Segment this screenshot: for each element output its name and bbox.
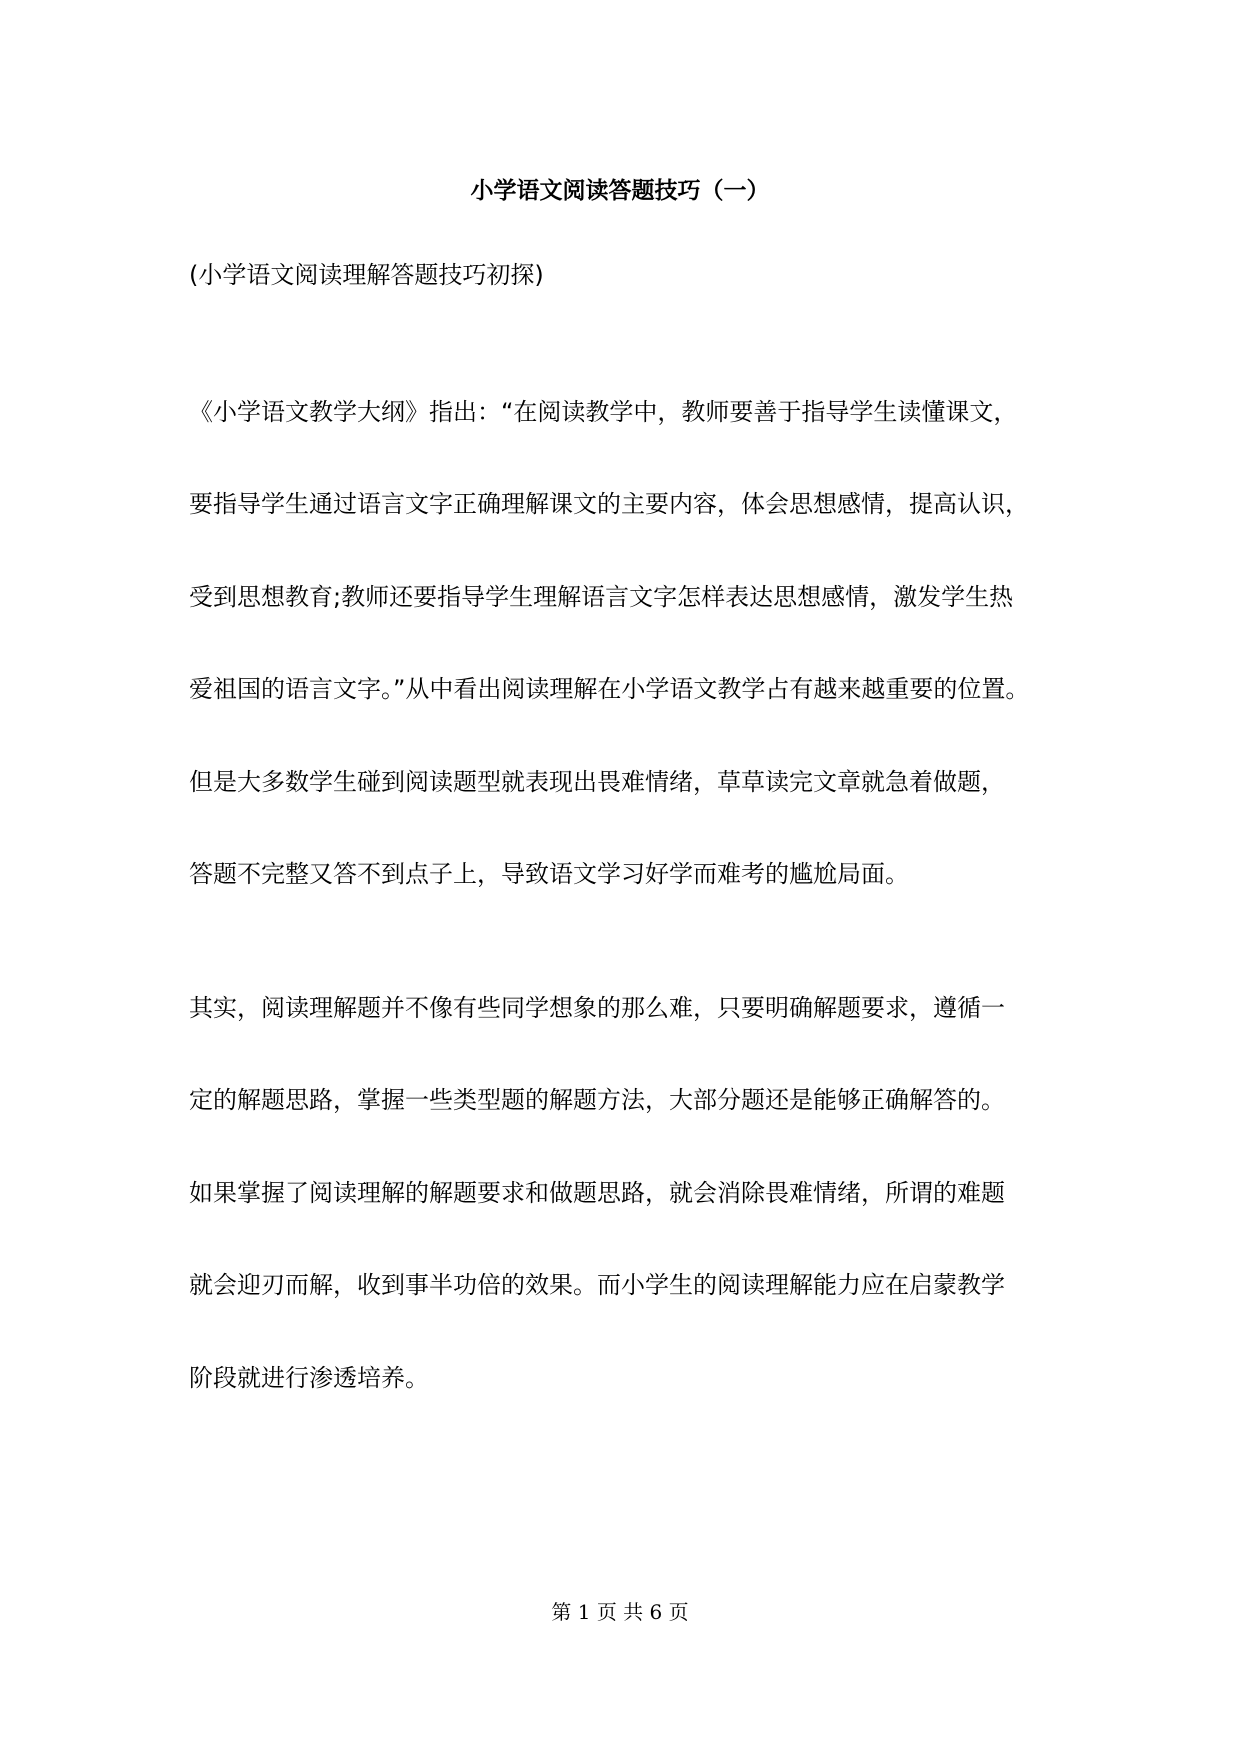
document-subtitle: (小学语文阅读理解答题技巧初探) [189,261,544,289]
paragraph-line: 但是大多数学生碰到阅读题型就表现出畏难情绪，草草读完文章就急着做题， [189,768,1005,796]
paragraph-line: 要指导学生通过语言文字正确理解课文的主要内容，体会思想感情，提高认识， [189,490,1029,518]
paragraph-line: 受到思想教育;教师还要指导学生理解语言文字怎样表达思想感情，激发学生热 [189,583,1014,611]
paragraph-line: 其实，阅读理解题并不像有些同学想象的那么难，只要明确解题要求，遵循一 [189,994,1005,1022]
paragraph-line: 爱祖国的语言文字。”从中看出阅读理解在小学语文教学占有越来越重要的位置。 [189,675,1030,703]
paragraph-line: 答题不完整又答不到点子上，导致语文学习好学而难考的尴尬局面。 [189,860,909,888]
paragraph-line: 定的解题思路，掌握一些类型题的解题方法，大部分题还是能够正确解答的。 [189,1086,1005,1114]
page-footer: 第 1 页 共 6 页 [551,1600,689,1624]
paragraph-line: 如果掌握了阅读理解的解题要求和做题思路，就会消除畏难情绪，所谓的难题 [189,1179,1005,1207]
paragraph-line: 阶段就进行渗透培养。 [189,1364,429,1392]
document-title: 小学语文阅读答题技巧（一） [470,178,770,204]
paragraph-line: 《小学语文教学大纲》指出：“在阅读教学中，教师要善于指导学生读懂课文， [189,398,1018,426]
paragraph-line: 就会迎刃而解，收到事半功倍的效果。而小学生的阅读理解能力应在启蒙教学 [189,1271,1005,1299]
